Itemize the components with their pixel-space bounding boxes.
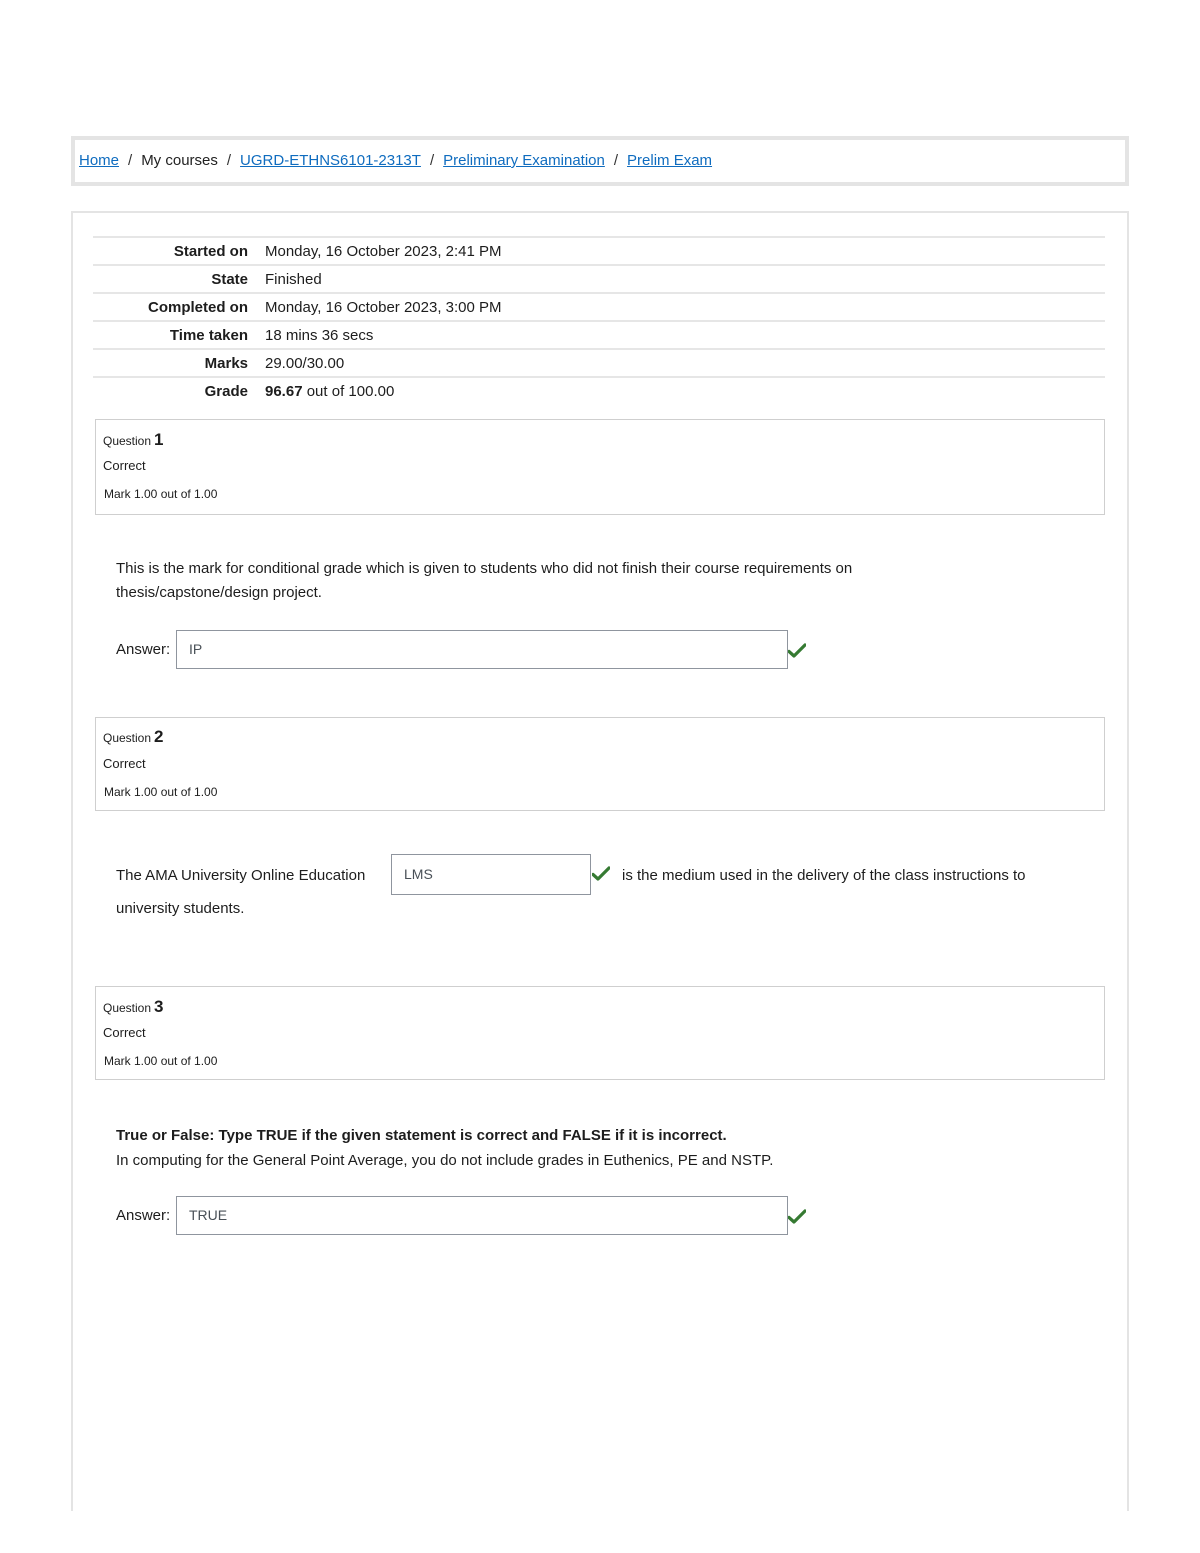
summary-row-state: [93, 266, 1105, 294]
question-prompt: True or False: Type TRUE if the given statement is correct and FALSE if it is incorrect.: [116, 1127, 727, 1144]
check-icon: [788, 1209, 806, 1225]
question-text-before: The AMA University Online Education: [116, 867, 366, 884]
summary-value: Monday, 16 October 2023, 3:00 PM: [265, 298, 502, 316]
question-text-after: is the medium used in the delivery of the class instructions to: [622, 867, 1026, 884]
question-number: [103, 430, 164, 450]
grade-value: 96.67: [265, 382, 303, 400]
question-number: [103, 997, 164, 1017]
summary-label: Grade: [204, 382, 248, 400]
summary-value: Monday, 16 October 2023, 2:41 PM: [265, 242, 502, 260]
question-info-1: [95, 419, 1105, 515]
question-state: Correct: [103, 458, 146, 473]
question-label: Question: [103, 731, 152, 745]
question-number-value: 2: [154, 727, 164, 746]
question-mark: Mark 1.00 out of 1.00: [104, 785, 218, 799]
summary-value: Finished: [265, 270, 322, 288]
summary-label: Started on: [173, 242, 248, 260]
answer-input[interactable]: LMS: [391, 854, 591, 895]
answer-label: Answer:: [116, 1207, 171, 1224]
question-text: In computing for the General Point Average, you do not include grades in Euthenics, PE and NSTP.: [116, 1152, 774, 1169]
summary-row-grade: [93, 378, 1105, 404]
question-mark: Mark 1.00 out of 1.00: [104, 1054, 218, 1068]
breadcrumb-separator: /: [128, 152, 133, 169]
summary-row-started-on: [93, 238, 1105, 266]
summary-row-completed-on: [93, 294, 1105, 322]
breadcrumb-home-link[interactable]: Home: [79, 152, 120, 169]
breadcrumb-course-link[interactable]: UGRD-ETHNS6101-2313T: [240, 152, 421, 169]
check-icon: [788, 643, 806, 659]
quiz-review-container: [71, 211, 1129, 1511]
breadcrumb-quiz-link[interactable]: Prelim Exam: [627, 152, 713, 169]
breadcrumb-separator: /: [613, 152, 619, 169]
summary-row-marks: [93, 350, 1105, 378]
answer-label: Answer:: [116, 641, 171, 658]
question-number: [103, 727, 164, 747]
attempt-summary-table: [93, 236, 1105, 404]
breadcrumb: [71, 136, 1129, 186]
question-info-3: [95, 986, 1105, 1080]
question-info-2: [95, 717, 1105, 811]
question-text: This is the mark for conditional grade which is given to students who did not finish their course requirements on thesis/capstone/design project.: [116, 560, 853, 601]
summary-label: State: [211, 270, 248, 288]
summary-value: 18 mins 36 secs: [265, 326, 374, 344]
breadcrumb-my-courses: My courses: [141, 152, 218, 169]
summary-label: Completed on: [148, 298, 248, 316]
question-number-value: 3: [154, 997, 164, 1016]
question-label: Question: [103, 434, 152, 448]
question-number-value: 1: [154, 430, 164, 449]
breadcrumb-separator: /: [429, 152, 435, 169]
summary-label: Time taken: [169, 326, 248, 344]
breadcrumb-separator: /: [226, 152, 232, 169]
answer-input[interactable]: TRUE: [176, 1196, 788, 1235]
summary-label: Marks: [204, 354, 248, 372]
question-mark: Mark 1.00 out of 1.00: [104, 487, 218, 501]
summary-value: [265, 383, 394, 400]
question-state: Correct: [103, 756, 146, 771]
question-text-after-line2: university students.: [116, 900, 245, 917]
breadcrumb-section-link[interactable]: Preliminary Examination: [443, 152, 605, 169]
check-icon: [592, 866, 610, 882]
question-label: Question: [103, 1001, 152, 1015]
question-state: Correct: [103, 1025, 146, 1040]
grade-out-of: out of 100.00: [302, 382, 395, 400]
summary-value: 29.00/30.00: [265, 354, 345, 372]
answer-input[interactable]: IP: [176, 630, 788, 669]
summary-row-time-taken: [93, 322, 1105, 350]
